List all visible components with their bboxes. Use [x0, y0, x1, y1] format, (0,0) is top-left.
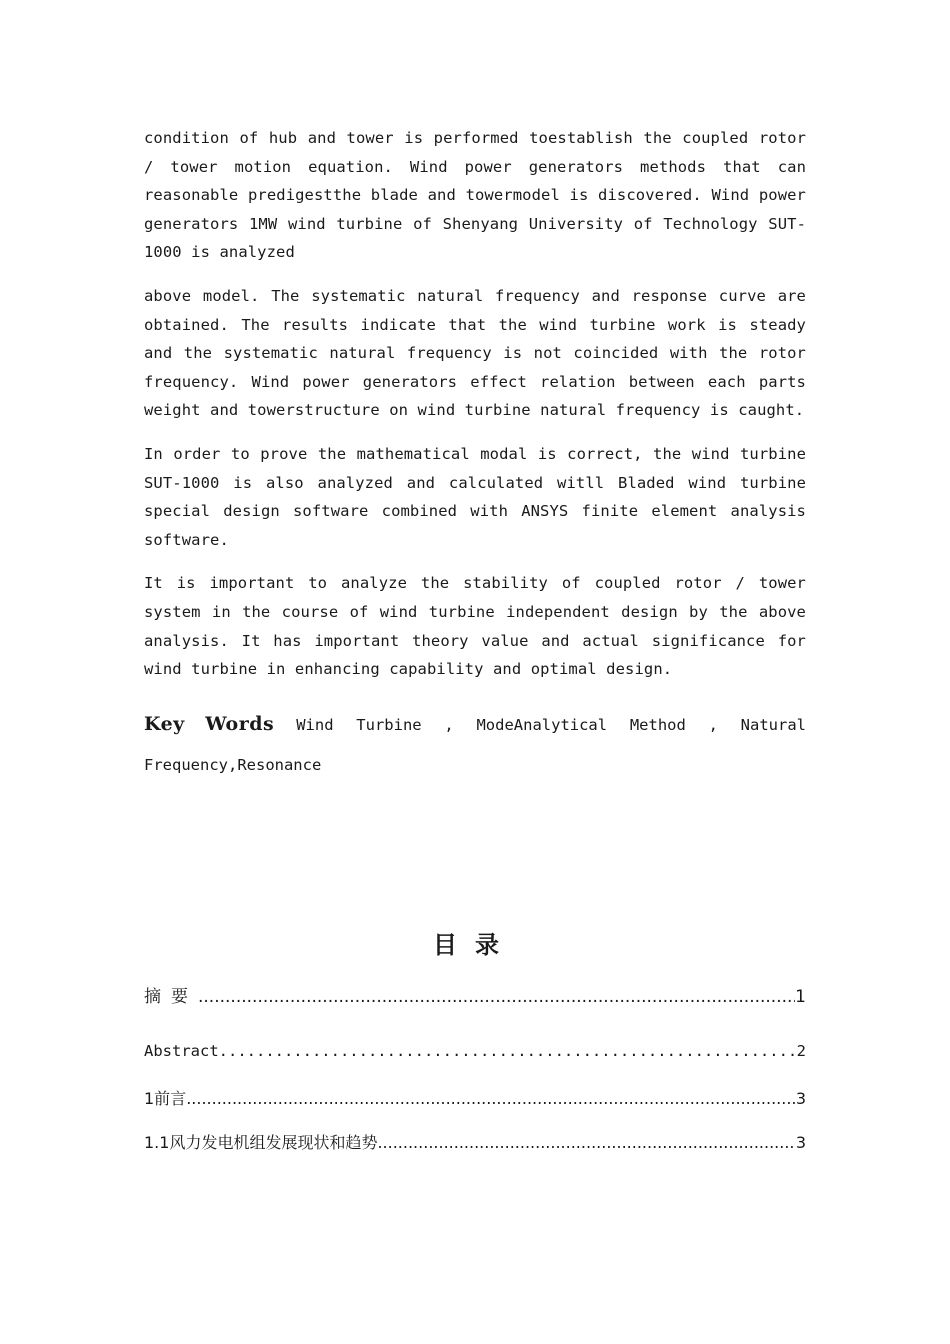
- toc-entry-page: 1: [795, 987, 806, 1007]
- toc-leader-dots: [198, 987, 795, 1007]
- toc-entry-label: 1前言: [144, 1089, 187, 1108]
- abstract-paragraph-4: It is important to analyze the stability of coupled rotor / tower system in the course of wind turbine independent design by the above analysis. It has important theory value and actual significance for wind turbine in enhancing capability and optimal design.: [144, 574, 806, 679]
- toc-entry-page: 2: [796, 1042, 806, 1060]
- toc-entry-introduction[interactable]: [144, 1086, 806, 1116]
- keywords-line: [144, 704, 806, 785]
- toc-entry-section-1-1[interactable]: [144, 1130, 806, 1160]
- toc-entry-page: 3: [795, 1089, 806, 1108]
- toc-entry-abstract-cn[interactable]: [144, 982, 806, 1012]
- abstract-paragraph-2: above model. The systematic natural frequency and response curve are obtained. The results indicate that the wind turbine work is steady and the systematic natural frequency is not coincided with the rotor frequency. Wind power generators effect relation between each parts weight and towerstructure on wind turbine natural frequency is caught.: [144, 286, 806, 420]
- keywords-text: Wind Turbine , ModeAnalytical Method , Natural Frequency,Resonance: [144, 715, 806, 774]
- keywords-label: Key Words: [144, 712, 275, 735]
- toc-title: 目录: [433, 931, 517, 959]
- table-of-contents: [144, 982, 806, 1174]
- toc-entry-label: Abstract: [144, 1042, 219, 1060]
- toc-leader-dots: [377, 1133, 795, 1152]
- toc-entry-abstract-en[interactable]: [144, 1042, 806, 1072]
- abstract-paragraph-1: condition of hub and tower is performed toestablish the coupled rotor / tower motion equation. Wind power generators methods that can reasonable predigestthe blade and towermodel is discovered. Wind power generators 1MW wind turbine of Shenyang University of Technology SUT-1000 is analyzed: [144, 129, 806, 262]
- toc-leader-dots: [186, 1089, 796, 1108]
- abstract-paragraph-3: In order to prove the mathematical modal is correct, the wind turbine SUT-1000 is also analyzed and calculated witll Bladed wind turbine special design software combined with ANSYS finite element analysis software.: [144, 444, 806, 549]
- abstract-section: [144, 124, 806, 785]
- toc-leader-dots: [219, 1042, 797, 1060]
- toc-entry-page: 3: [795, 1133, 806, 1152]
- toc-entry-label: 1.1风力发电机组发展现状和趋势: [144, 1133, 378, 1152]
- toc-entry-label: 摘要: [144, 987, 198, 1007]
